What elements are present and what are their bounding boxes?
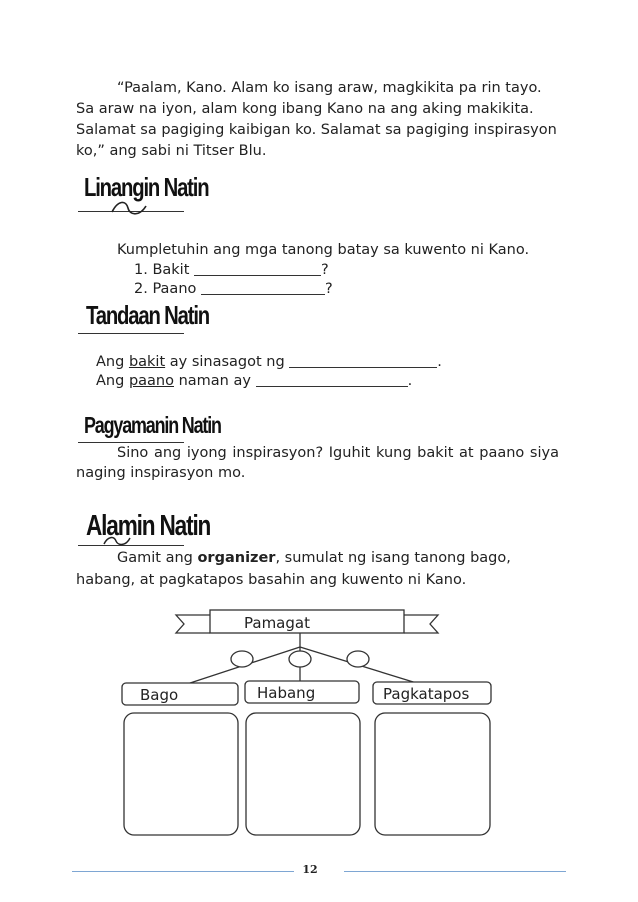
- text-segment: , sumulat ng isang tanong bago,: [275, 550, 511, 566]
- tandaan-heading: Tandaan Natin: [86, 300, 210, 330]
- pagyamanin-heading: Pagyamanin Natin: [84, 412, 221, 438]
- alamin-line-2: habang, at pagkatapos basahin ang kuwento ni Kano.: [76, 572, 467, 588]
- pagyamanin-line-1: Sino ang iyong inspirasyon? Iguhit kung bakit at paano siya: [117, 445, 559, 461]
- quote-line-2: Sa araw na iyon, alam kong ibang Kano na ang aking makikita.: [76, 101, 534, 117]
- item-end: ?: [325, 281, 333, 297]
- quote-line-4: ko,” ang sabi ni Titser Blu.: [76, 143, 267, 159]
- answer-box-bago: [124, 713, 238, 835]
- quote-line-3: Salamat sa pagiging kaibigan ko. Salamat sa pagiging inspirasyon: [76, 122, 557, 138]
- answer-blank[interactable]: [289, 353, 437, 368]
- connector-circle-center: [289, 651, 311, 667]
- title-banner-left-tail: [176, 615, 210, 633]
- tandaan-underline: [78, 333, 184, 334]
- item-number: 2.: [134, 281, 148, 297]
- item-end: ?: [321, 262, 329, 278]
- pagyamanin-line-2: naging inspirasyon mo.: [76, 465, 246, 481]
- text-segment: Ang: [96, 354, 129, 370]
- label-bago: Bago: [140, 686, 179, 704]
- page-number: 12: [302, 863, 318, 876]
- text-segment: Gamit ang: [117, 550, 198, 566]
- label-pagkatapos: Pagkatapos: [383, 685, 470, 703]
- footer-rule-right: [344, 871, 566, 872]
- connector-circle-left: [231, 651, 253, 667]
- keyword-bakit: bakit: [128, 354, 166, 370]
- linangin-item-2: [134, 279, 333, 299]
- answer-box-pagkatapos: [375, 713, 490, 835]
- tandaan-line-1: [96, 352, 442, 372]
- text-segment: ay sinasagot ng: [165, 354, 290, 370]
- footer-rule-left: [72, 871, 294, 872]
- answer-box-habang: [246, 713, 360, 835]
- alamin-line-1: [117, 548, 511, 568]
- answer-blank[interactable]: [194, 261, 321, 276]
- connector-circle-right: [347, 651, 369, 667]
- keyword-paano: paano: [128, 373, 174, 389]
- item-text: Paano: [152, 281, 197, 297]
- quote-line-1: “Paalam, Kano. Alam ko isang araw, magkikita pa rin tayo.: [117, 80, 542, 96]
- linangin-swirl-decoration: [108, 198, 158, 218]
- text-segment: naman ay: [173, 373, 256, 389]
- tandaan-line-2: [96, 371, 412, 391]
- alamin-heading: Alamin Natin: [86, 510, 211, 542]
- text-segment: .: [407, 373, 413, 389]
- title-banner-right-tail: [404, 615, 438, 633]
- item-text: Bakit: [152, 262, 190, 278]
- text-segment: .: [437, 354, 442, 370]
- item-number: 1.: [134, 262, 148, 278]
- answer-blank[interactable]: [201, 280, 325, 295]
- linangin-item-1: [134, 260, 329, 280]
- keyword-organizer: organizer: [197, 550, 276, 566]
- graphic-organizer: [118, 605, 498, 840]
- text-segment: Ang: [96, 373, 129, 389]
- linangin-heading: Linangin Natin: [84, 172, 209, 202]
- linangin-instruction: Kumpletuhin ang mga tanong batay sa kuwento ni Kano.: [117, 242, 530, 258]
- banner-title: Pamagat: [244, 614, 310, 632]
- label-habang: Habang: [257, 684, 316, 702]
- answer-blank[interactable]: [256, 372, 408, 387]
